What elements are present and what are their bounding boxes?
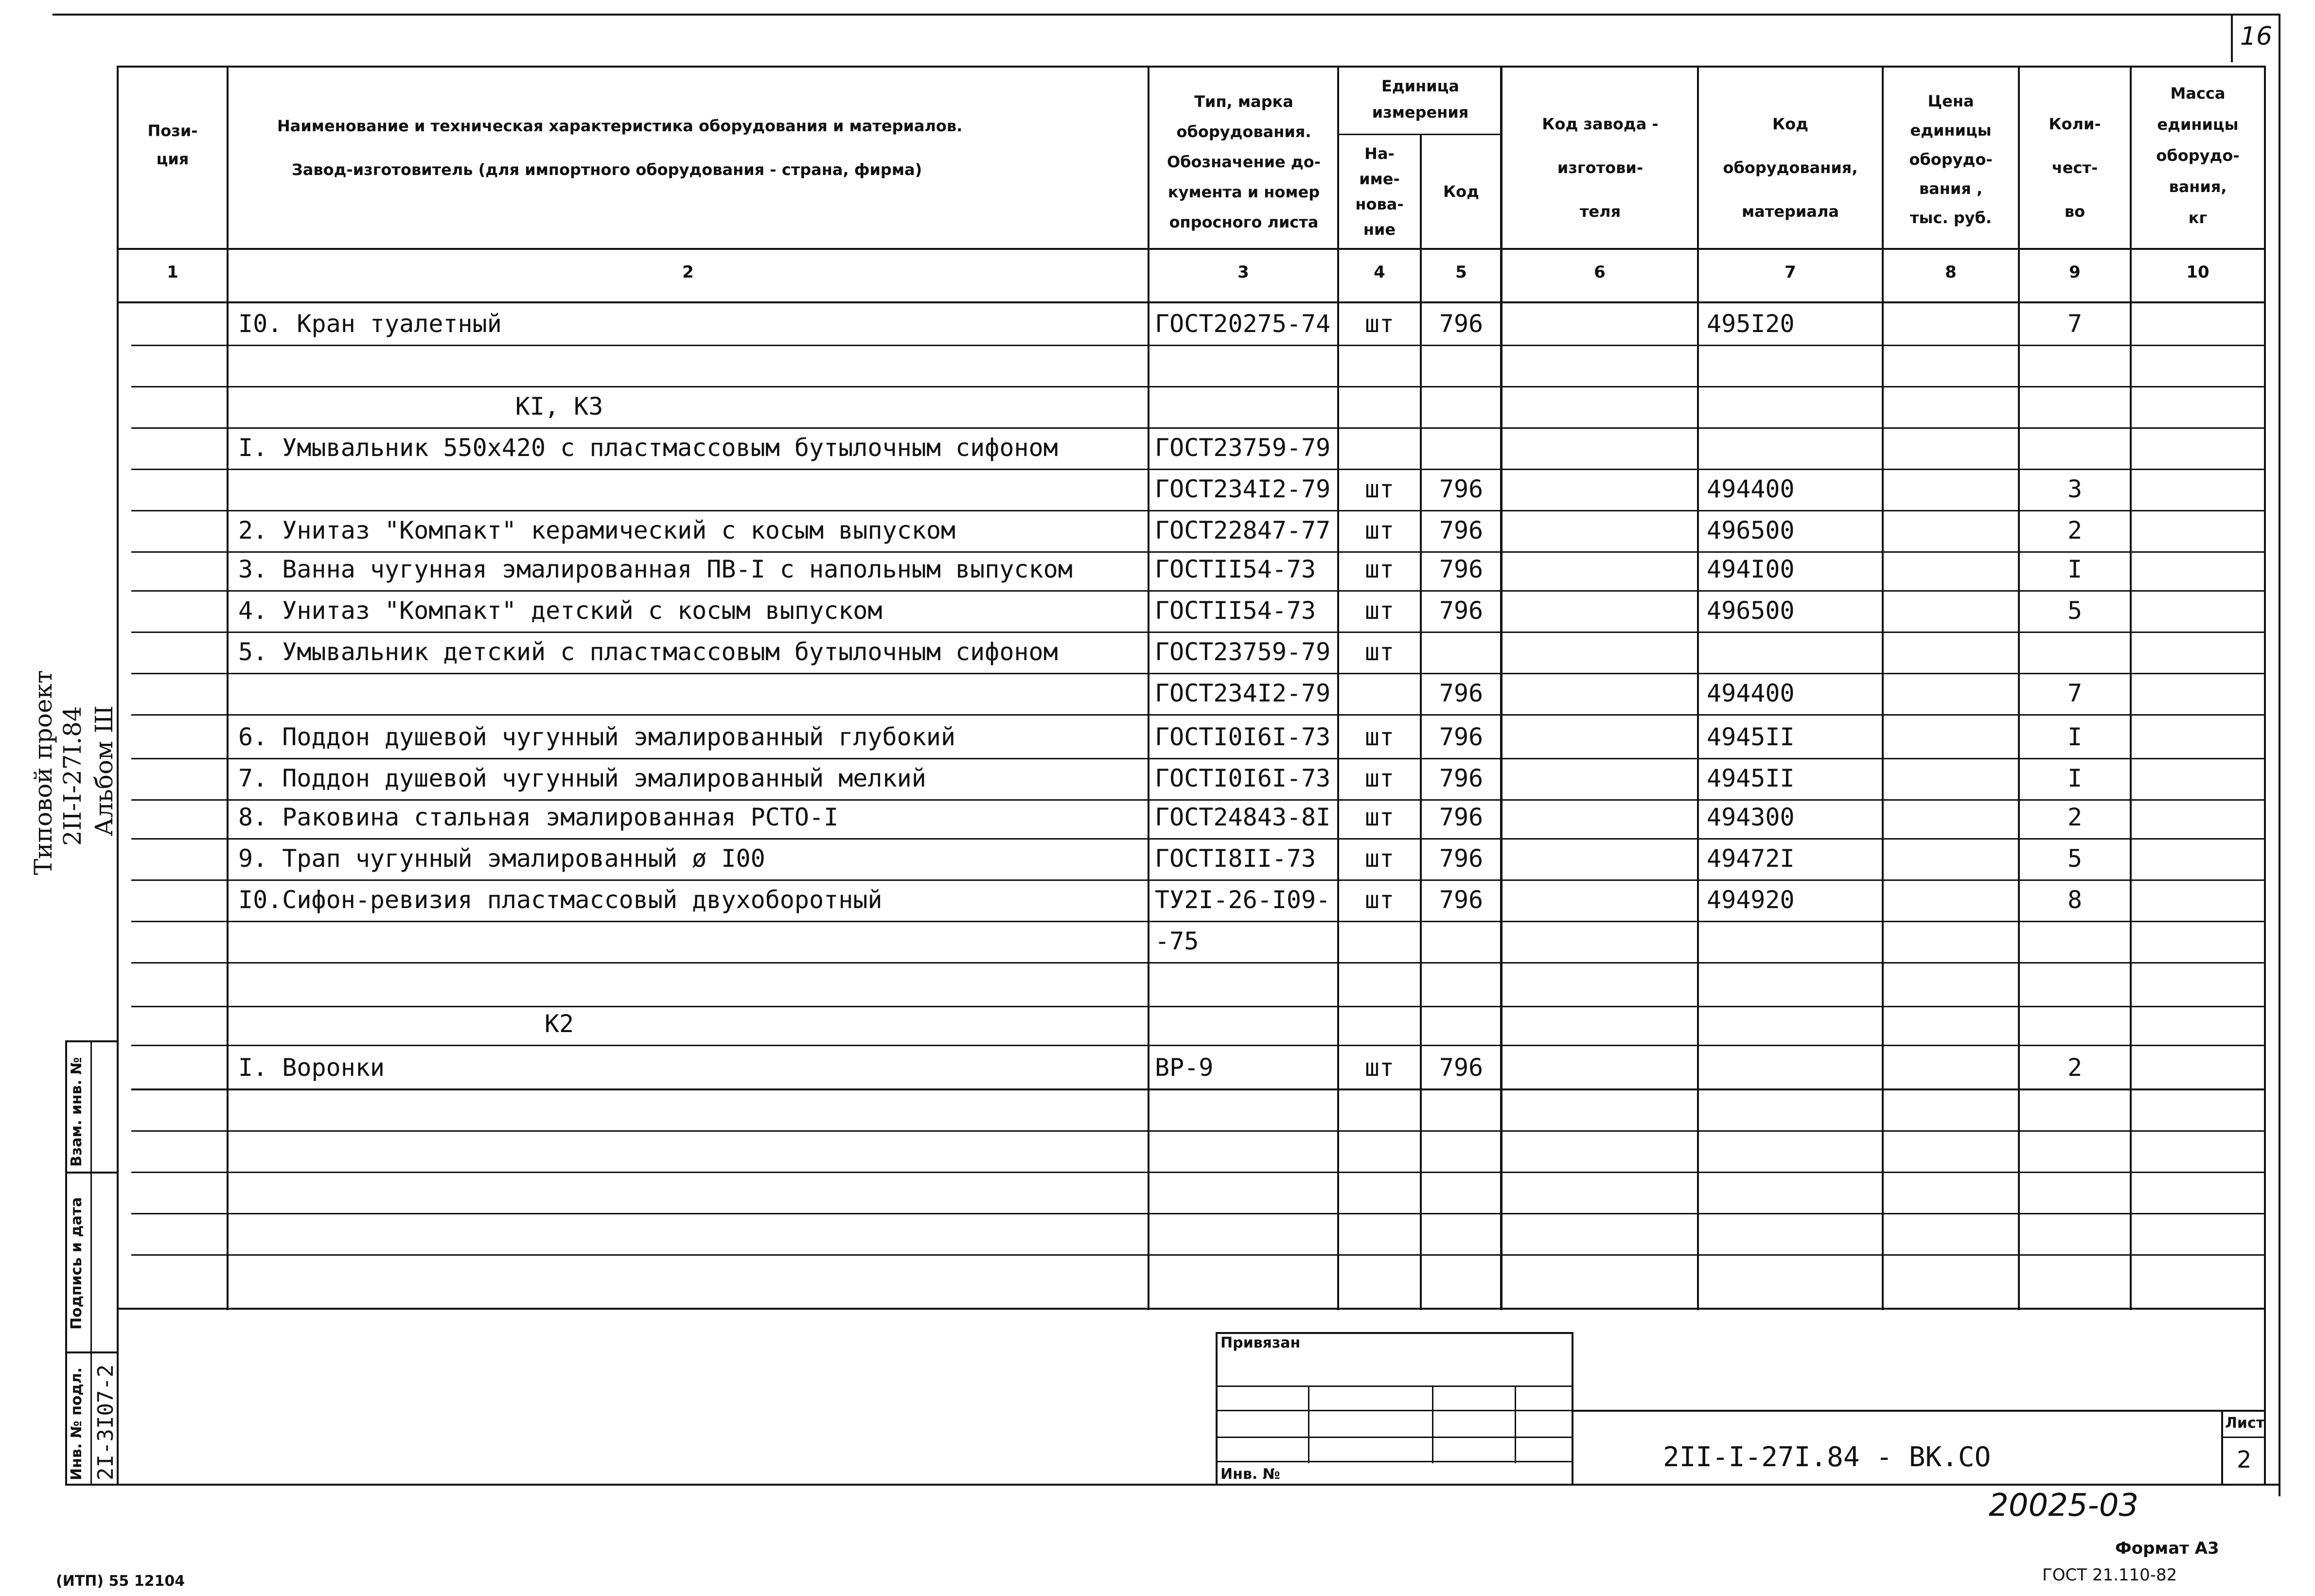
row-divider <box>131 345 2264 346</box>
row-document: ГОСТ234I2-79 <box>1155 679 1331 707</box>
colnum-7: 7 <box>1785 263 1796 282</box>
row-divider <box>131 1213 2264 1214</box>
row-material-code: 496500 <box>1707 516 1795 544</box>
unit-split <box>1337 134 1502 135</box>
row-unit: шт <box>1364 475 1395 503</box>
row-divider <box>131 758 2264 759</box>
row-material-code: 496500 <box>1707 596 1795 625</box>
row-divider <box>131 386 2264 387</box>
row-unit-code: 796 <box>1439 555 1484 583</box>
colnum-3: 3 <box>1237 263 1249 282</box>
row-document: ГОСТ234I2-79 <box>1155 475 1331 503</box>
stamp-left-mid <box>90 1040 92 1485</box>
row-divider <box>131 921 2264 922</box>
row-divider <box>131 1006 2264 1007</box>
header-name-line1: Наименование и техническая характеристика оборудования и материалов. <box>277 117 963 135</box>
row-unit-code: 796 <box>1439 475 1484 503</box>
row-divider <box>131 1045 2264 1046</box>
privyazan-col1 <box>1308 1386 1309 1463</box>
row-quantity: 3 <box>2067 475 2083 503</box>
colnum-bottom <box>117 301 2266 303</box>
row-divider <box>131 1130 2264 1132</box>
row-divider <box>131 551 2264 553</box>
privyazan-row2 <box>1216 1410 1573 1411</box>
row-name: 7. Поддон душевой чугунный эмалированный мелкий <box>238 764 926 792</box>
row-document: ГОСТ24843-8I <box>1155 803 1331 831</box>
row-divider <box>131 631 2264 633</box>
bottom-right-left <box>2264 1308 2266 1485</box>
header-type: Тип, марка оборудования. Обозначение до- кумента и номер опросного листа <box>1167 92 1321 231</box>
colnum-10: 10 <box>2186 263 2209 282</box>
row-divider <box>131 962 2264 964</box>
row-unit: шт <box>1364 516 1395 544</box>
header-factory-code: Код завода - изготови- теля <box>1542 115 1659 221</box>
row-divider <box>131 838 2264 840</box>
privyazan-top <box>1216 1332 1573 1334</box>
frame-top <box>53 14 2280 16</box>
header-name-line2: Завод-изготовитель (для импортного оборудования - страна, фирма) <box>292 160 922 179</box>
row-material-code: 4945II <box>1707 723 1795 751</box>
side-title-line3: Альбом Ш <box>90 705 118 836</box>
row-name: I. Воронки <box>238 1053 385 1082</box>
row-unit-code: 796 <box>1439 596 1484 625</box>
colnum-1: 1 <box>167 263 178 282</box>
row-unit-code: 796 <box>1439 723 1484 751</box>
list-box-left <box>2221 1410 2223 1485</box>
header-bottom <box>117 248 2266 250</box>
privyazan-row3 <box>1216 1437 1573 1438</box>
list-box-mid <box>2221 1437 2266 1438</box>
privyazan-label: Привязан <box>1220 1334 1301 1351</box>
row-material-code: 494400 <box>1707 475 1795 503</box>
row-document: -75 <box>1155 927 1199 955</box>
row-document: ГОСТ23759-79 <box>1155 638 1331 666</box>
row-material-code: 495I20 <box>1707 310 1795 338</box>
row-document: ГОСТI0I6I-73 <box>1155 764 1331 792</box>
stamp-inv: Инв. № подл. <box>68 1367 85 1480</box>
corner-sheet-number: 16 <box>2240 22 2273 51</box>
row-unit-code: 796 <box>1439 844 1484 873</box>
header-material-code: Код оборудования, материала <box>1723 115 1858 221</box>
row-divider <box>131 879 2264 881</box>
row-document: ТУ2I-26-I09- <box>1155 886 1331 914</box>
list-value: 2 <box>2237 1446 2252 1473</box>
row-quantity: 5 <box>2067 596 2083 625</box>
group-heading: KI, K3 <box>515 392 603 421</box>
row-unit: шт <box>1364 886 1395 914</box>
row-unit: шт <box>1364 596 1395 625</box>
row-unit: шт <box>1364 638 1395 666</box>
col-line-1 <box>227 66 229 1310</box>
row-unit-code: 796 <box>1439 764 1484 792</box>
row-name: 3. Ванна чугунная эмалированная ПВ-I с напольным выпуском <box>238 555 1073 583</box>
list-label: Лист <box>2225 1415 2265 1432</box>
privyazan-row1 <box>1216 1386 1573 1387</box>
row-quantity: 5 <box>2067 844 2083 873</box>
row-unit: шт <box>1364 1053 1395 1082</box>
row-quantity: 7 <box>2067 310 2083 338</box>
row-divider <box>131 1172 2264 1173</box>
stamp-left-top <box>65 1040 119 1042</box>
row-document: ГОСТII54-73 <box>1155 555 1316 583</box>
row-divider <box>131 510 2264 511</box>
designation-top <box>1572 1410 2266 1412</box>
header-price: Цена единицы оборудо- вания , тыс. руб. <box>1909 92 1993 227</box>
stamp-left-sep1 <box>65 1172 119 1174</box>
row-name: 8. Раковина стальная эмалированная РСТО-I <box>238 803 839 831</box>
col-line-2 <box>1148 66 1149 1310</box>
header-mass: Масса единицы оборудо- вания, кг <box>2156 84 2240 227</box>
row-unit: шт <box>1364 555 1395 583</box>
row-unit-code: 796 <box>1439 803 1484 831</box>
row-divider <box>131 427 2264 429</box>
table-top <box>117 66 2266 68</box>
row-quantity: 2 <box>2067 1053 2083 1082</box>
row-divider <box>131 1089 2264 1090</box>
row-divider <box>131 590 2264 592</box>
row-unit-code: 796 <box>1439 1053 1484 1082</box>
privyazan-col2 <box>1432 1386 1433 1463</box>
stamp-inv-value: 2I-3I07-2 <box>93 1364 118 1480</box>
row-name: 9. Трап чугунный эмалированный ø I00 <box>238 844 765 873</box>
row-name: 2. Унитаз "Компакт" керамический с косым выпуском <box>238 516 956 544</box>
row-material-code: 494I00 <box>1707 555 1795 583</box>
row-name: 4. Унитаз "Компакт" детский с косым выпуском <box>238 596 883 625</box>
row-document: ГОСТ23759-79 <box>1155 434 1331 462</box>
format-label: Формат А3 <box>2115 1539 2219 1558</box>
row-quantity: 2 <box>2067 516 2083 544</box>
row-divider <box>131 469 2264 470</box>
row-quantity: 2 <box>2067 803 2083 831</box>
frame-right <box>2279 14 2280 1496</box>
row-unit: шт <box>1364 844 1395 873</box>
row-unit: шт <box>1364 764 1395 792</box>
header-unit: Единица измерения <box>1372 77 1469 122</box>
row-divider <box>131 1254 2264 1256</box>
colnum-5: 5 <box>1455 263 1467 282</box>
row-name: 6. Поддон душевой чугунный эмалированный глубокий <box>238 723 956 751</box>
group-heading: K2 <box>544 1010 574 1038</box>
colnum-9: 9 <box>2069 263 2081 282</box>
row-document: ГОСТI8II-73 <box>1155 844 1316 873</box>
row-unit: шт <box>1364 310 1395 338</box>
row-unit-code: 796 <box>1439 886 1484 914</box>
row-name: I. Умывальник 550х420 с пластмассовым бутылочным сифоном <box>238 434 1058 462</box>
stamp-podpis: Подпись и дата <box>68 1197 85 1330</box>
gost-label: ГОСТ 21.110-82 <box>2042 1565 2177 1585</box>
stamp-left-outer-left <box>65 1040 67 1485</box>
privyazan-row4 <box>1216 1461 1573 1462</box>
colnum-4: 4 <box>1374 263 1385 282</box>
row-document: ВР-9 <box>1155 1053 1214 1082</box>
designation: 2II-I-27I.84 - ВК.СО <box>1663 1441 1991 1473</box>
row-unit-code: 796 <box>1439 679 1484 707</box>
row-quantity: I <box>2067 723 2083 751</box>
bottom-area-top <box>117 1308 2266 1310</box>
stamp-left-sep2 <box>65 1351 119 1353</box>
row-name: I0. Кран туалетный <box>238 310 502 338</box>
row-name: I0.Сифон-ревизия пластмассовый двухоборотный <box>238 886 883 914</box>
row-unit-code: 796 <box>1439 310 1484 338</box>
row-document: ГОСТII54-73 <box>1155 596 1316 625</box>
row-quantity: I <box>2067 555 2083 583</box>
side-title-line1: Типовой проект <box>29 670 57 875</box>
colnum-2: 2 <box>682 263 694 282</box>
row-document: ГОСТ20275-74 <box>1155 310 1331 338</box>
row-material-code: 494400 <box>1707 679 1795 707</box>
colnum-8: 8 <box>1945 263 1957 282</box>
row-material-code: 4945II <box>1707 764 1795 792</box>
row-material-code: 494300 <box>1707 803 1795 831</box>
row-document: ГОСТI0I6I-73 <box>1155 723 1331 751</box>
col-line-9 <box>2130 66 2132 1310</box>
row-unit-code: 796 <box>1439 516 1484 544</box>
table-right <box>2264 66 2266 1310</box>
row-unit: шт <box>1364 723 1395 751</box>
row-quantity: 7 <box>2067 679 2083 707</box>
row-document: ГОСТ22847-77 <box>1155 516 1331 544</box>
row-divider <box>131 799 2264 801</box>
row-unit: шт <box>1364 803 1395 831</box>
colnum-6: 6 <box>1594 263 1606 282</box>
header-unit-code: Код <box>1443 182 1479 201</box>
printer-code: (ИТП) 55 12104 <box>56 1573 185 1590</box>
col-line-7 <box>1882 66 1884 1310</box>
row-material-code: 49472I <box>1707 844 1795 873</box>
row-name: 5. Умывальник детский с пластмассовым бутылочным сифоном <box>238 638 1058 666</box>
stamp-vzam: Взам. инв. № <box>68 1057 85 1167</box>
row-divider <box>131 714 2264 716</box>
header-unit-name: На- име- нова- ние <box>1355 144 1404 239</box>
row-quantity: I <box>2067 764 2083 792</box>
side-title-line2: 2II-I-27I.84 <box>58 706 87 846</box>
corner-box-left <box>2231 14 2233 62</box>
row-quantity: 8 <box>2067 886 2083 914</box>
frame-bottom <box>65 1484 2280 1486</box>
header-quantity: Коли- чест- во <box>2049 115 2101 221</box>
header-position: Пози- ция <box>147 122 198 168</box>
handwritten-code: 20025-03 <box>1989 1488 2139 1524</box>
row-material-code: 494920 <box>1707 886 1795 914</box>
privyazan-col3 <box>1515 1386 1516 1463</box>
row-divider <box>131 673 2264 674</box>
col-line-6 <box>1697 66 1699 1310</box>
inv-no-label: Инв. № <box>1220 1466 1280 1483</box>
